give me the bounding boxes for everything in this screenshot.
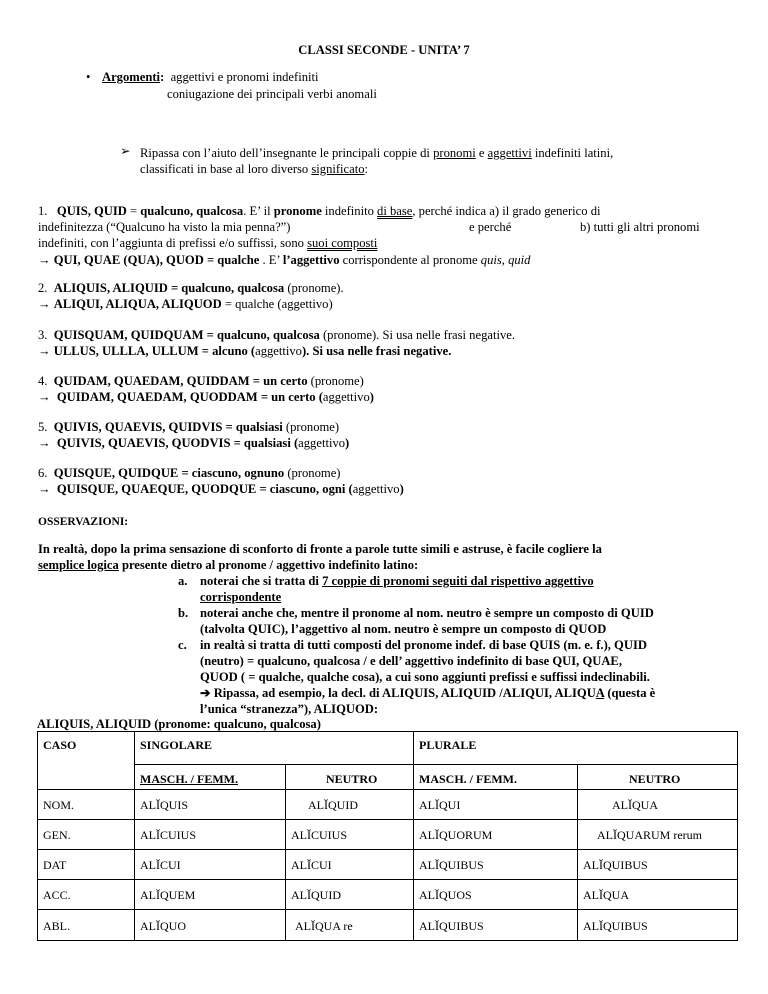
table-cell: ALĬQUO [140,919,186,933]
osservazioni-line-2: semplice logica presente dietro al pronome / aggettivo indefinito latino: [38,558,419,572]
table-cell: ALĬQUA [583,888,629,902]
item-2-pronoun: 2. ALIQUIS, ALIQUID = qualcuno, qualcosa (pronome). [38,281,344,295]
header-plur-masch-femm: MASCH. / FEMM. [419,772,517,786]
ripassa-line-1: Ripassa con l’aiuto dell’insegnante le principali coppie di pronomi e aggettivi indefiniti latini, [140,146,614,160]
point-a-line-1: noterai che si tratta di 7 coppie di pronomi seguiti dal rispettivo aggettivo [200,574,594,588]
item-1-line-1: 1. QUIS, QUID = qualcuno, qualcosa. E’ il pronome indefinito di base, perché indica a) il grado generico di [38,204,601,218]
argomenti-line-1: Argomenti: aggettivi e pronomi indefiniti [102,70,319,84]
point-c-label: c. [178,638,187,652]
item-6-adjective: → QUISQUE, QUAEQUE, QUODQUE = ciascuno, ogni (aggettivo) [38,482,404,496]
table-cell: ALĬQUIBUS [419,858,484,872]
table-cell: ALĬQUIBUS [583,858,648,872]
item-1-line-2c: b) tutti gli altri pronomi [580,220,700,234]
table-cell: ALĬCUIUS [140,828,196,842]
item-4-adjective: → QUIDAM, QUAEDAM, QUODDAM = un certo (aggettivo) [38,390,374,404]
aggettivi-word: aggettivi [487,146,532,160]
header-sing-masch-femm: MASCH. / FEMM. [140,772,238,786]
table-cell: ALĬQUID [308,798,358,812]
table-cell: ALĬQUI [419,798,461,812]
table-cell: ALĬQUA re [295,919,353,933]
point-c-line-2: (neutro) = qualcuno, qualcosa / e dell’ aggettivo indefinito di base QUI, QUAE, [200,654,622,668]
item-3-pronoun: 3. QUISQUAM, QUIDQUAM = qualcuno, qualcosa (pronome). Si usa nelle frasi negative. [38,328,515,342]
right-arrow-icon: → [38,253,51,267]
ripassa-line-2: classificati in base al loro diverso significato: [140,162,369,176]
declension-table [37,731,738,941]
point-d-line-1: ➔ Ripassa, ad esempio, la decl. di ALIQUIS, ALIQUID /ALIQUI, ALIQUA (questa è [200,686,656,700]
point-b-line-2: (talvolta QUIC), l’aggettivo al nom. neutro è sempre un composto di QUOD [200,622,607,636]
header-singolare: SINGOLARE [140,738,213,752]
point-d-line-2: l’unica “stranezza”), ALIQUOD: [200,702,379,716]
item-1-line-2a: indefinitezza (“Qualcuno ha visto la mia penna?”) [38,220,291,234]
item-1-line-3: indefiniti, con l’aggiunta di prefissi e/o suffissi, sono suoi composti [38,236,378,250]
bullet-icon: • [86,70,91,84]
point-b-label: b. [178,606,189,620]
table-cell: ALĬCUI [291,858,332,872]
right-arrow-icon: → [38,436,51,450]
significato-word: significato [311,162,365,176]
table-cell: ALĬQUIBUS [583,919,648,933]
point-c-line-1: in realtà si tratta di tutti composti del pronome indef. di base QUIS (m. e. f.), QUID [200,638,647,652]
argomenti-item-1: aggettivi e pronomi indefiniti [170,70,319,84]
header-plur-neutro: NEUTRO [629,772,681,786]
right-arrow-icon: ➔ [200,686,211,700]
arrowhead-bullet-icon: ➢ [120,144,131,158]
item-1-line-2b: e perché [469,220,512,234]
table-cell: ALĬQUORUM [419,828,493,842]
right-arrow-icon: → [38,482,51,496]
table-cell: ALĬQUA [612,798,658,812]
table-cell: ALĬQUIBUS [419,919,484,933]
point-a-label: a. [178,574,188,588]
osservazioni-heading: OSSERVAZIONI: [38,516,129,528]
table-cell: ALĬQUIS [140,798,188,812]
item-1-adjective: → QUI, QUAE (QUA), QUOD = qualche . E’ l’aggettivo corrispondente al pronome quis, quid [38,253,531,267]
table-cell: ALĬCUI [140,858,181,872]
point-c-line-3: QUOD ( = qualche, qualche cosa), a cui sono aggiunti prefissi e suffissi indeclinabili. [200,670,650,684]
table-cell: ALĬQUID [291,888,341,902]
point-b-line-1: noterai anche che, mentre il pronome al nom. neutro è sempre un composto di QUID [200,606,654,620]
page-title: CLASSI SECONDE - UNITA’ 7 [298,43,470,57]
item-5-pronoun: 5. QUIVIS, QUAEVIS, QUIDVIS = qualsiasi (pronome) [38,420,340,434]
case-label: ABL. [43,919,70,933]
table-cell: ALĬCUIUS [291,828,347,842]
case-label: DAT [43,858,67,872]
case-label: NOM. [43,798,75,812]
table-cell: ALĬQUARUM rerum [597,828,702,842]
header-sing-neutro: NEUTRO [326,772,378,786]
pronomi-word: pronomi [433,146,476,160]
argomenti-label: Argomenti [102,70,161,84]
item-5-adjective: → QUIVIS, QUAEVIS, QUODVIS = qualsiasi (aggettivo) [38,436,350,450]
item-6-pronoun: 6. QUISQUE, QUIDQUE = ciascuno, ognuno (pronome) [38,466,341,480]
case-label: ACC. [43,888,71,902]
table-title: ALIQUIS, ALIQUID (pronome: qualcuno, qualcosa) [37,717,321,731]
header-plurale: PLURALE [419,738,477,752]
right-arrow-icon: → [38,390,51,404]
point-a-line-2: corrispondente [200,590,282,604]
right-arrow-icon: → [38,344,51,358]
right-arrow-icon: → [38,297,51,311]
item-4-pronoun: 4. QUIDAM, QUAEDAM, QUIDDAM = un certo (pronome) [38,374,364,388]
item-3-adjective: → ULLUS, ULLLA, ULLUM = alcuno (aggettivo). Si usa nelle frasi negative. [38,344,452,358]
case-label: GEN. [43,828,71,842]
item-2-adjective: → ALIQUI, ALIQUA, ALIQUOD = qualche (aggettivo) [38,297,333,311]
table-cell: ALĬQUEM [140,888,196,902]
osservazioni-line-1: In realtà, dopo la prima sensazione di sconforto di fronte a parole tutte simili e astruse, è facile cogliere la [38,542,602,556]
table-cell: ALĬQUOS [419,888,472,902]
argomenti-item-2: coniugazione dei principali verbi anomali [167,87,377,101]
header-caso: CASO [43,738,77,752]
